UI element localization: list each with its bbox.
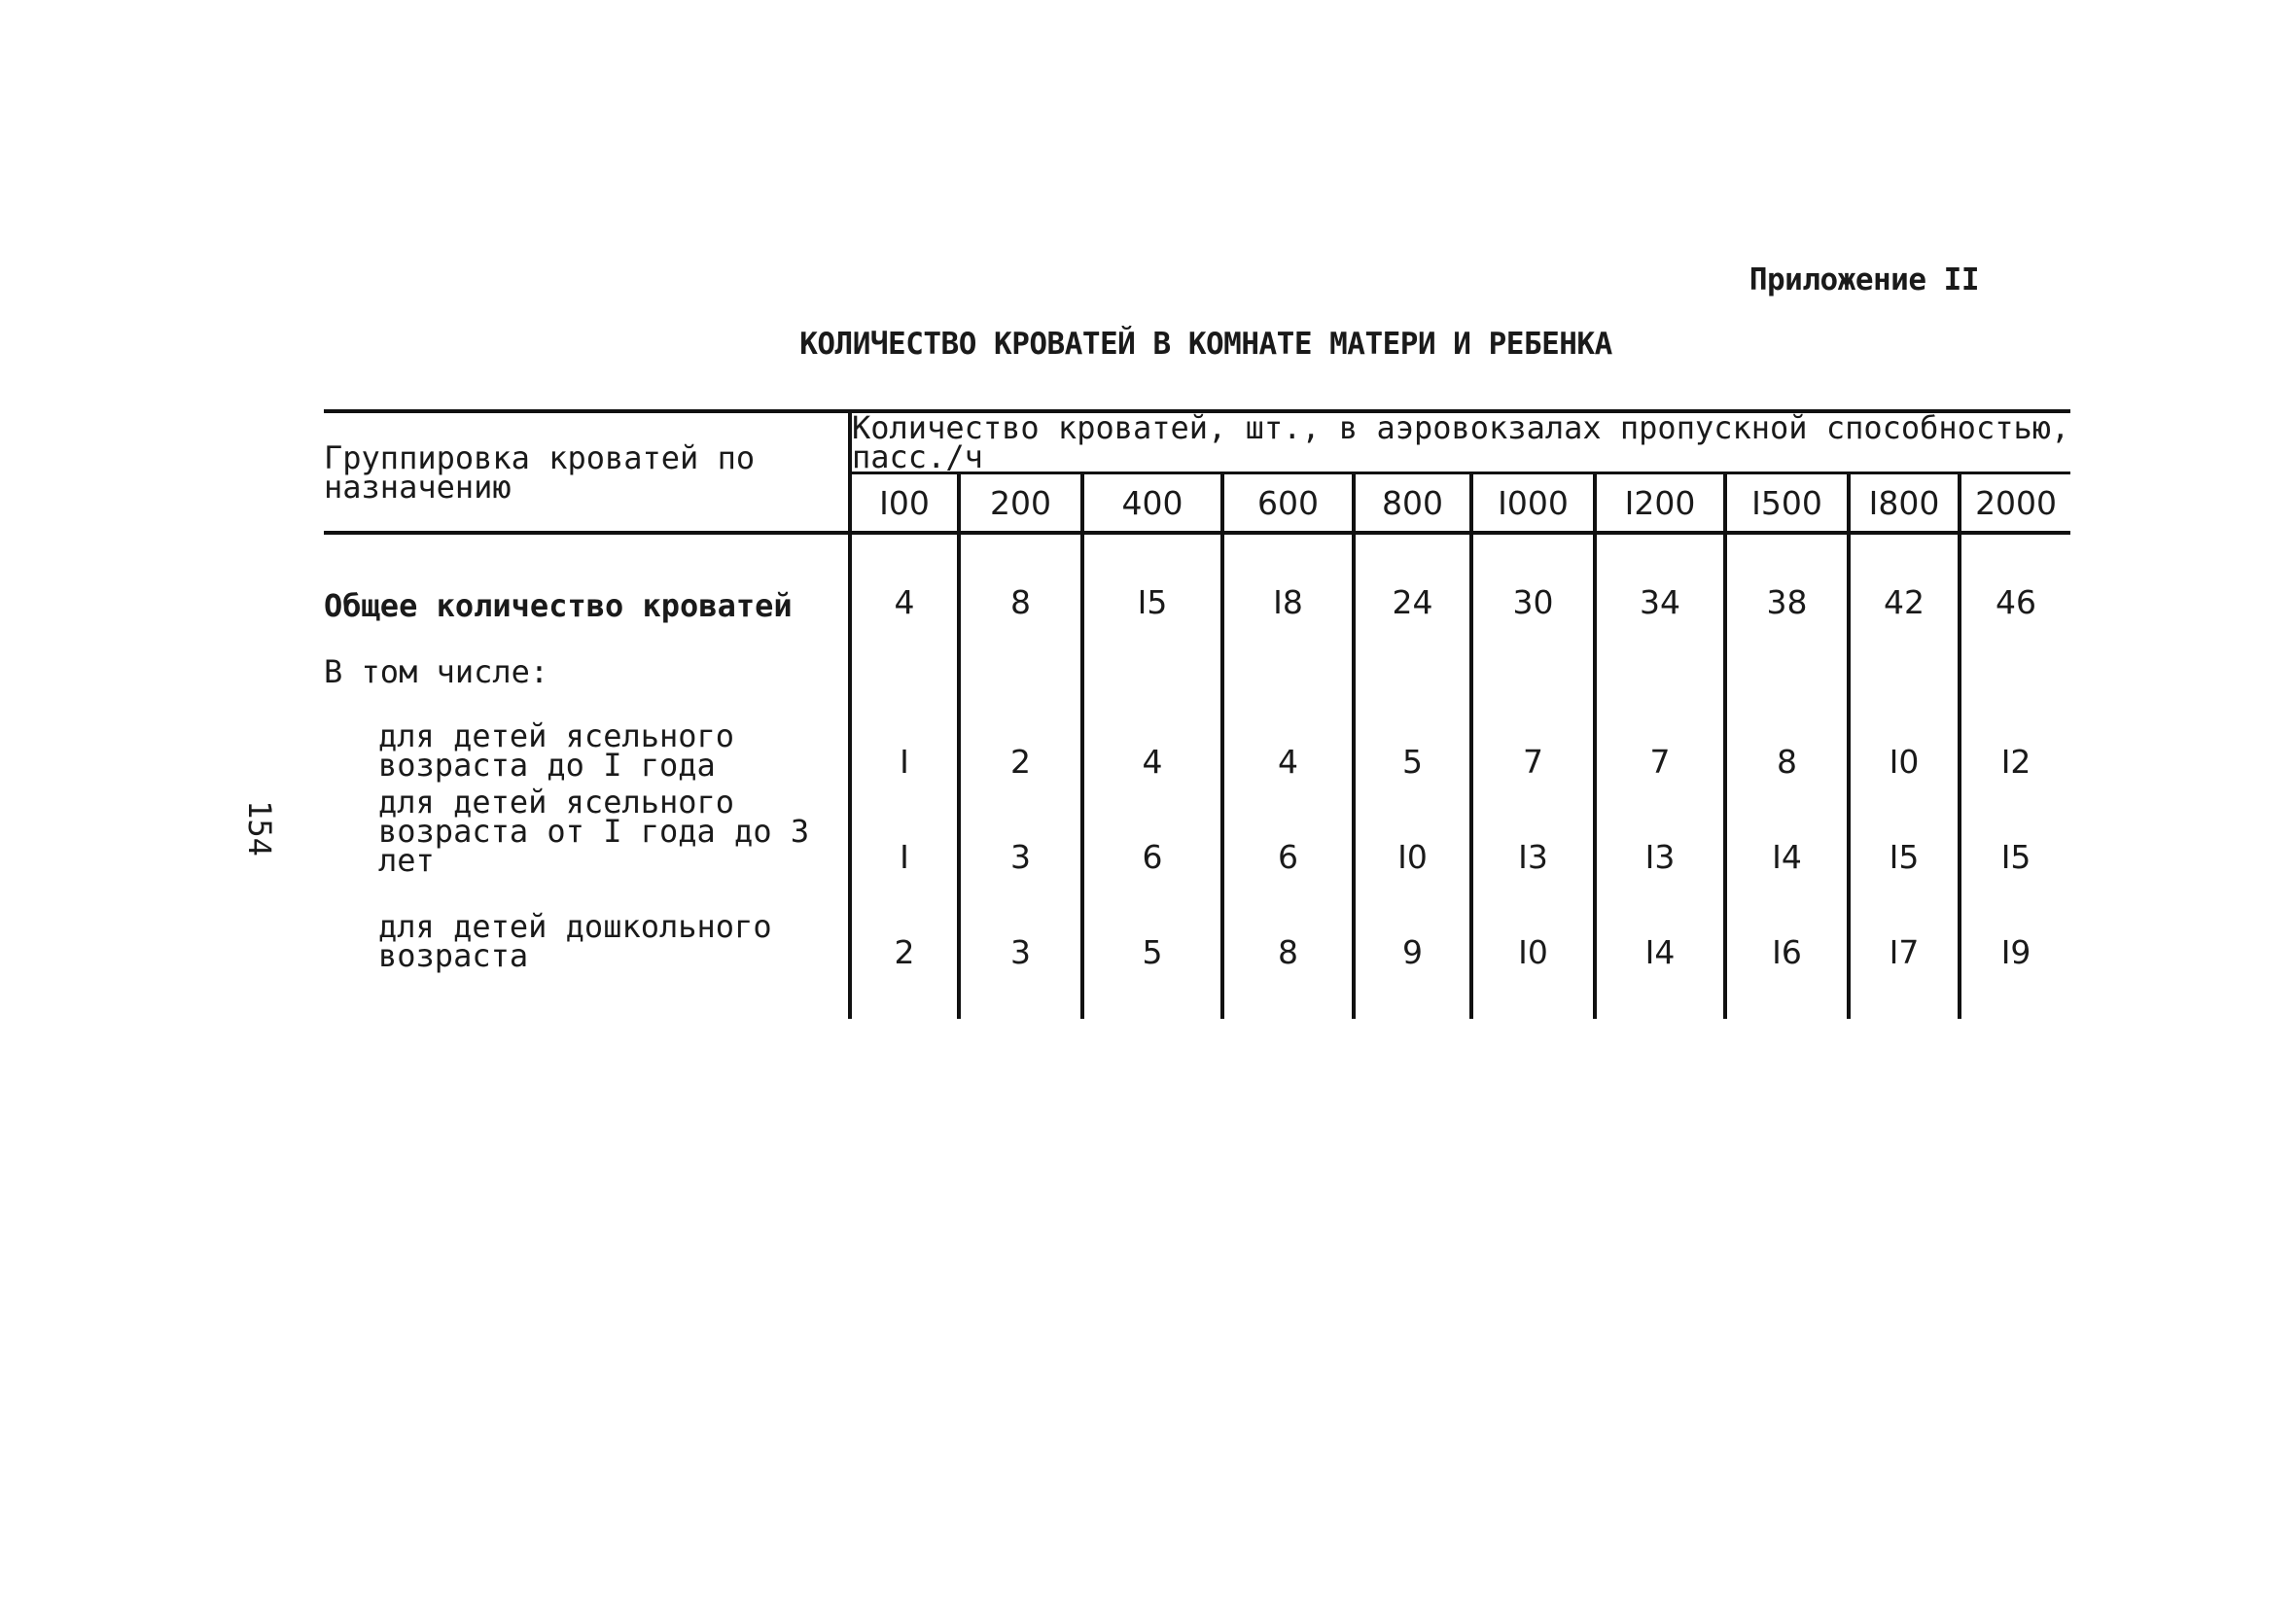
capacity-header-cell: I200 bbox=[1595, 473, 1725, 534]
capacity-column-header bbox=[850, 411, 2070, 473]
empty-cell bbox=[1222, 624, 1354, 686]
table-cell: 38 bbox=[1725, 533, 1849, 624]
table-cell: 34 bbox=[1595, 533, 1725, 624]
table-row-tail bbox=[324, 976, 2070, 1019]
empty-cell bbox=[1222, 976, 1354, 1019]
document-title: КОЛИЧЕСТВО КРОВАТЕЙ В КОМНАТЕ МАТЕРИ И РЕБЕНКА bbox=[799, 327, 1612, 362]
capacity-header-cell: 200 bbox=[959, 473, 1082, 534]
capacity-header-cell: I00 bbox=[850, 473, 959, 534]
capacity-header-cell: 600 bbox=[1222, 473, 1354, 534]
table-cell: I3 bbox=[1595, 782, 1725, 877]
table-cell: 4 bbox=[1222, 686, 1354, 782]
table-cell: 24 bbox=[1354, 533, 1471, 624]
table-cell: 6 bbox=[1082, 782, 1222, 877]
row-label: для детей ясельного возраста до I года bbox=[378, 717, 735, 784]
row-label: В том числе: bbox=[324, 653, 549, 690]
empty-cell bbox=[1725, 624, 1849, 686]
table-cell: 2 bbox=[959, 686, 1082, 782]
group-column-header-text: Группировка кроватей по назначению bbox=[324, 438, 756, 506]
empty-cell bbox=[1082, 624, 1222, 686]
capacity-header-cell: I000 bbox=[1471, 473, 1595, 534]
table-cell: 9 bbox=[1354, 877, 1471, 976]
empty-cell bbox=[959, 976, 1082, 1019]
empty-cell bbox=[1849, 624, 1960, 686]
table-row bbox=[324, 686, 2070, 782]
empty-cell bbox=[324, 976, 850, 1019]
table-cell: I5 bbox=[1849, 782, 1960, 877]
row-label: Общее количество кроватей bbox=[324, 587, 793, 624]
appendix-label: Приложение II bbox=[1748, 262, 1979, 297]
table-cell: 2 bbox=[850, 877, 959, 976]
empty-cell bbox=[1471, 624, 1595, 686]
empty-cell bbox=[1354, 976, 1471, 1019]
table-row-total bbox=[324, 533, 2070, 624]
row-label: для детей ясельного возраста от I года до 3 лет bbox=[378, 784, 810, 879]
empty-cell bbox=[1595, 976, 1725, 1019]
table-row bbox=[324, 877, 2070, 976]
table-cell: I4 bbox=[1725, 782, 1849, 877]
capacity-header-cell: I800 bbox=[1849, 473, 1960, 534]
table-cell: 42 bbox=[1849, 533, 1960, 624]
table-cell: I0 bbox=[1354, 782, 1471, 877]
capacity-header-cell: 400 bbox=[1082, 473, 1222, 534]
table-cell: 8 bbox=[1222, 877, 1354, 976]
empty-cell bbox=[959, 624, 1082, 686]
empty-cell bbox=[1471, 976, 1595, 1019]
table-cell: 7 bbox=[1471, 686, 1595, 782]
table-cell: I bbox=[850, 686, 959, 782]
empty-cell bbox=[1725, 976, 1849, 1019]
table-cell: I3 bbox=[1471, 782, 1595, 877]
table-cell: I7 bbox=[1849, 877, 1960, 976]
table-cell: 7 bbox=[1595, 686, 1725, 782]
table-row bbox=[324, 782, 2070, 877]
table-cell: 30 bbox=[1471, 533, 1595, 624]
table-cell: 8 bbox=[959, 533, 1082, 624]
empty-cell bbox=[1849, 976, 1960, 1019]
empty-cell bbox=[1960, 976, 2070, 1019]
table-cell: 6 bbox=[1222, 782, 1354, 877]
table-cell: I6 bbox=[1725, 877, 1849, 976]
table-cell: I5 bbox=[1082, 533, 1222, 624]
table-cell: 5 bbox=[1082, 877, 1222, 976]
capacity-header-cell: I500 bbox=[1725, 473, 1849, 534]
table-cell: I8 bbox=[1222, 533, 1354, 624]
empty-cell bbox=[1354, 624, 1471, 686]
table-cell: 8 bbox=[1725, 686, 1849, 782]
row-label: для детей дошкольного возраста bbox=[378, 908, 772, 974]
table-cell: 4 bbox=[850, 533, 959, 624]
table-cell: I0 bbox=[1849, 686, 1960, 782]
table-cell: 5 bbox=[1354, 686, 1471, 782]
table-row-including bbox=[324, 624, 2070, 686]
table-cell: I2 bbox=[1960, 686, 2070, 782]
empty-cell bbox=[850, 976, 959, 1019]
capacity-column-header-text: Количество кроватей, шт., в аэровокзалах пропускной способностью, пасс./ч bbox=[852, 409, 2070, 475]
table-cell: I0 bbox=[1471, 877, 1595, 976]
table-cell: I4 bbox=[1595, 877, 1725, 976]
table-cell: 3 bbox=[959, 782, 1082, 877]
capacity-header-cell: 2000 bbox=[1960, 473, 2070, 534]
empty-cell bbox=[850, 624, 959, 686]
page-number: 154 bbox=[241, 800, 278, 856]
beds-table bbox=[324, 409, 2070, 1019]
empty-cell bbox=[1082, 976, 1222, 1019]
group-column-header bbox=[324, 411, 850, 533]
table-cell: 46 bbox=[1960, 533, 2070, 624]
table-cell: 3 bbox=[959, 877, 1082, 976]
table-cell: 4 bbox=[1082, 686, 1222, 782]
table-cell: I9 bbox=[1960, 877, 2070, 976]
table-cell: I5 bbox=[1960, 782, 2070, 877]
capacity-header-cell: 800 bbox=[1354, 473, 1471, 534]
empty-cell bbox=[1960, 624, 2070, 686]
empty-cell bbox=[1595, 624, 1725, 686]
table-cell: I bbox=[850, 782, 959, 877]
